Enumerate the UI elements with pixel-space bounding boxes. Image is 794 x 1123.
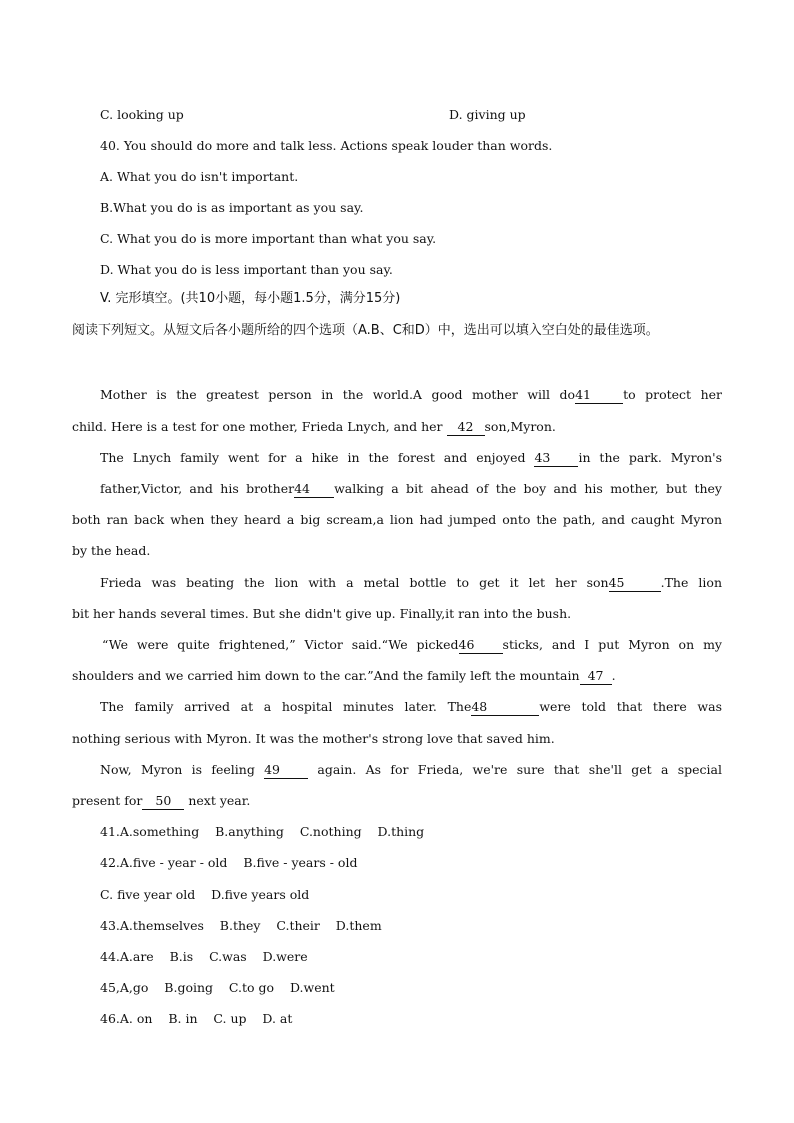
option-d-prev: D. giving up (449, 107, 526, 122)
section-heading: V. 完形填空。(共10小题，每小题1.5分，满分15分) (100, 291, 401, 306)
passage-text: to protect her (623, 387, 723, 402)
passage-text: son,Myron. (484, 419, 556, 434)
passage-text: .The lion (660, 575, 722, 590)
passage-line (102, 637, 722, 654)
passage-text: shoulders and we carried him down to the car.”And the family left the mountain (72, 668, 580, 683)
passage-line (100, 762, 722, 779)
passage-text: The Lnych family went for a hike in the forest and enjoyed (100, 450, 535, 465)
passage-text: again. As for Frieda, we're sure that she'll get a special (308, 762, 722, 777)
passage-text: . (611, 668, 616, 683)
option-line: 41.A.something B.anything C.nothing D.thing (100, 824, 425, 839)
option-line: 43.A.themselves B.they C.their D.them (100, 918, 382, 933)
passage-line (72, 419, 556, 436)
question-40-option-c: C. What you do is more important than what you say. (100, 231, 437, 246)
passage-line (72, 793, 250, 810)
passage-text: in the park. Myron's (578, 450, 722, 465)
blank-46: 46 (459, 637, 503, 654)
blank-47: 47 (580, 668, 612, 685)
question-40-option-d: D. What you do is less important than you say. (100, 262, 393, 277)
question-40-option-b: B.What you do is as important as you say. (100, 200, 364, 215)
blank-50: 50 (142, 793, 184, 810)
passage-text: Now, Myron is feeling (100, 762, 265, 777)
option-c-prev: C. looking up (100, 107, 184, 122)
blank-41: 41 (575, 387, 623, 404)
passage-line (100, 450, 722, 467)
blank-42: 42 (447, 419, 485, 436)
blank-44: 44 (294, 481, 334, 498)
passage-text: walking a bit ahead of the boy and his mother, but they (334, 481, 722, 496)
passage-line (100, 387, 722, 404)
passage-text: The family arrived at a hospital minutes later. The (100, 699, 472, 714)
blank-43: 43 (534, 450, 578, 467)
blank-45: 45 (609, 575, 661, 592)
question-40-option-a: A. What you do isn't important. (100, 169, 299, 184)
passage-line (72, 668, 616, 685)
section-instruction: 阅读下列短文。从短文后各小题所给的四个选项（A.B、C和D）中，选出可以填入空白处的最佳选项。 (72, 323, 659, 338)
passage-line (100, 481, 722, 498)
option-line: 42.A.five - year - old B.five - years - old (100, 855, 358, 870)
passage-line: bit her hands several times. But she didn't give up. Finally,it ran into the bush. (72, 606, 572, 621)
question-40-stem: 40. You should do more and talk less. Actions speak louder than words. (100, 138, 553, 153)
passage-text: next year. (184, 793, 251, 808)
passage-text: father,Victor, and his brother (100, 481, 295, 496)
option-line: 46.A. on B. in C. up D. at (100, 1011, 293, 1026)
passage-line: nothing serious with Myron. It was the mother's strong love that saved him. (72, 731, 555, 746)
passage-line: by the head. (72, 543, 151, 558)
passage-text: Frieda was beating the lion with a metal bottle to get it let her son (100, 575, 609, 590)
passage-text: were told that there was (539, 699, 722, 714)
passage-line: both ran back when they heard a big scream,a lion had jumped onto the path, and caught Myron (72, 512, 722, 527)
passage-text: Mother is the greatest person in the world.A good mother will do (100, 387, 576, 402)
option-line: 44.A.are B.is C.was D.were (100, 949, 308, 964)
option-line: 45,A,go B.going C.to go D.went (100, 980, 335, 995)
passage-text: child. Here is a test for one mother, Frieda Lnych, and her (72, 419, 447, 434)
passage-text: “We were quite frightened,” Victor said.“We picked (102, 637, 459, 652)
passage-text: present for (72, 793, 143, 808)
blank-48: 48 (471, 699, 539, 716)
option-line: C. five year old D.five years old (100, 887, 310, 902)
passage-text: sticks, and I put Myron on my (502, 637, 722, 652)
passage-line (100, 699, 722, 716)
passage-line (100, 575, 722, 592)
blank-49: 49 (264, 762, 308, 779)
